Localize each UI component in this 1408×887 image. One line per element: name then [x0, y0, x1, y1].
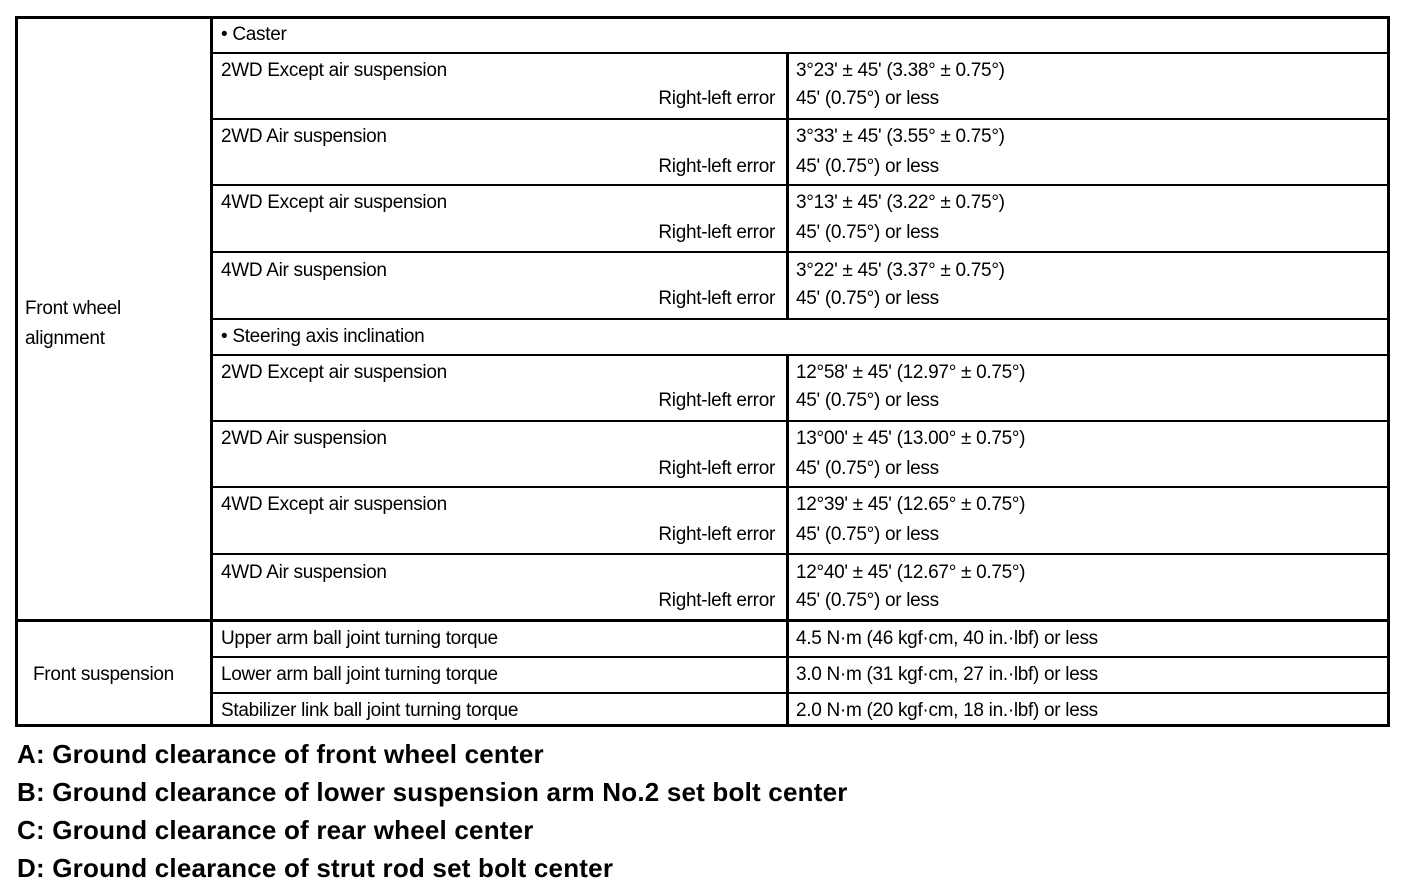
suspension-label: Front suspension: [33, 664, 174, 685]
suspension-row-value: 4.5 N·m (46 kgf·cm, 40 in.·lbf) or less: [796, 628, 1098, 649]
suspension-row-label: Upper arm ball joint turning torque: [221, 628, 498, 649]
steering-row-error: 45' (0.75°) or less: [796, 390, 939, 411]
caster-row-error: 45' (0.75°) or less: [796, 222, 939, 243]
caster-row-sub: Right-left error: [658, 288, 775, 309]
row-line: [210, 52, 1390, 54]
row-line: [210, 656, 1390, 658]
caster-row-error: 45' (0.75°) or less: [796, 156, 939, 177]
row-line: [210, 420, 1390, 422]
row-line: [210, 486, 1390, 488]
caster-row-value: 3°23' ± 45' (3.38° ± 0.75°): [796, 60, 1005, 81]
col-divider-2b: [786, 354, 789, 727]
steering-row-value: 13°00' ± 45' (13.00° ± 0.75°): [796, 428, 1026, 449]
caster-row-label: 4WD Except air suspension: [221, 192, 447, 213]
steering-row-error: 45' (0.75°) or less: [796, 590, 939, 611]
suspension-row-value: 2.0 N·m (20 kgf·cm, 18 in.·lbf) or less: [796, 700, 1098, 721]
row-line: [210, 318, 1390, 320]
caster-row-label: 4WD Air suspension: [221, 260, 387, 281]
caster-row-sub: Right-left error: [658, 222, 775, 243]
steering-row-error: 45' (0.75°) or less: [796, 524, 939, 545]
caster-row-value: 3°22' ± 45' (3.37° ± 0.75°): [796, 260, 1005, 281]
caster-row-value: 3°13' ± 45' (3.22° ± 0.75°): [796, 192, 1005, 213]
suspension-row-label: Lower arm ball joint turning torque: [221, 664, 498, 685]
steering-row-label: 4WD Air suspension: [221, 562, 387, 583]
steering-row-label: 4WD Except air suspension: [221, 494, 447, 515]
caster-row-sub: Right-left error: [658, 88, 775, 109]
steering-row-value: 12°40' ± 45' (12.67° ± 0.75°): [796, 562, 1026, 583]
steering-row-error: 45' (0.75°) or less: [796, 458, 939, 479]
caster-row-label: 2WD Except air suspension: [221, 60, 447, 81]
steering-row-value: 12°58' ± 45' (12.97° ± 0.75°): [796, 362, 1026, 383]
row-line: [210, 354, 1390, 356]
row-line: [210, 118, 1390, 120]
steering-row-sub: Right-left error: [658, 458, 775, 479]
note-b: B: Ground clearance of lower suspension arm No.2 set bolt center: [17, 777, 848, 807]
steering-row-label: 2WD Except air suspension: [221, 362, 447, 383]
row-line: [210, 251, 1390, 253]
caster-row-label: 2WD Air suspension: [221, 126, 387, 147]
row-line: [210, 553, 1390, 555]
section-line: [15, 619, 1390, 622]
caster-row-error: 45' (0.75°) or less: [796, 288, 939, 309]
alignment-label: Front wheel alignment: [25, 298, 121, 349]
caster-header: • Caster: [221, 24, 287, 45]
steering-row-value: 12°39' ± 45' (12.65° ± 0.75°): [796, 494, 1026, 515]
row-line: [210, 692, 1390, 694]
steering-row-sub: Right-left error: [658, 590, 775, 611]
note-c: C: Ground clearance of rear wheel center: [17, 815, 534, 845]
caster-row-value: 3°33' ± 45' (3.55° ± 0.75°): [796, 126, 1005, 147]
steering-header: • Steering axis inclination: [221, 326, 425, 347]
notes-list: [17, 735, 848, 887]
row-line: [210, 184, 1390, 186]
caster-row-error: 45' (0.75°) or less: [796, 88, 939, 109]
suspension-row-label: Stabilizer link ball joint turning torque: [221, 700, 519, 721]
suspension-row-value: 3.0 N·m (31 kgf·cm, 27 in.·lbf) or less: [796, 664, 1098, 685]
col-divider-2: [786, 52, 789, 320]
note-a: A: Ground clearance of front wheel center: [17, 739, 544, 769]
steering-row-label: 2WD Air suspension: [221, 428, 387, 449]
caster-row-sub: Right-left error: [658, 156, 775, 177]
steering-row-sub: Right-left error: [658, 524, 775, 545]
note-d: D: Ground clearance of strut rod set bolt center: [17, 853, 614, 883]
steering-row-sub: Right-left error: [658, 390, 775, 411]
